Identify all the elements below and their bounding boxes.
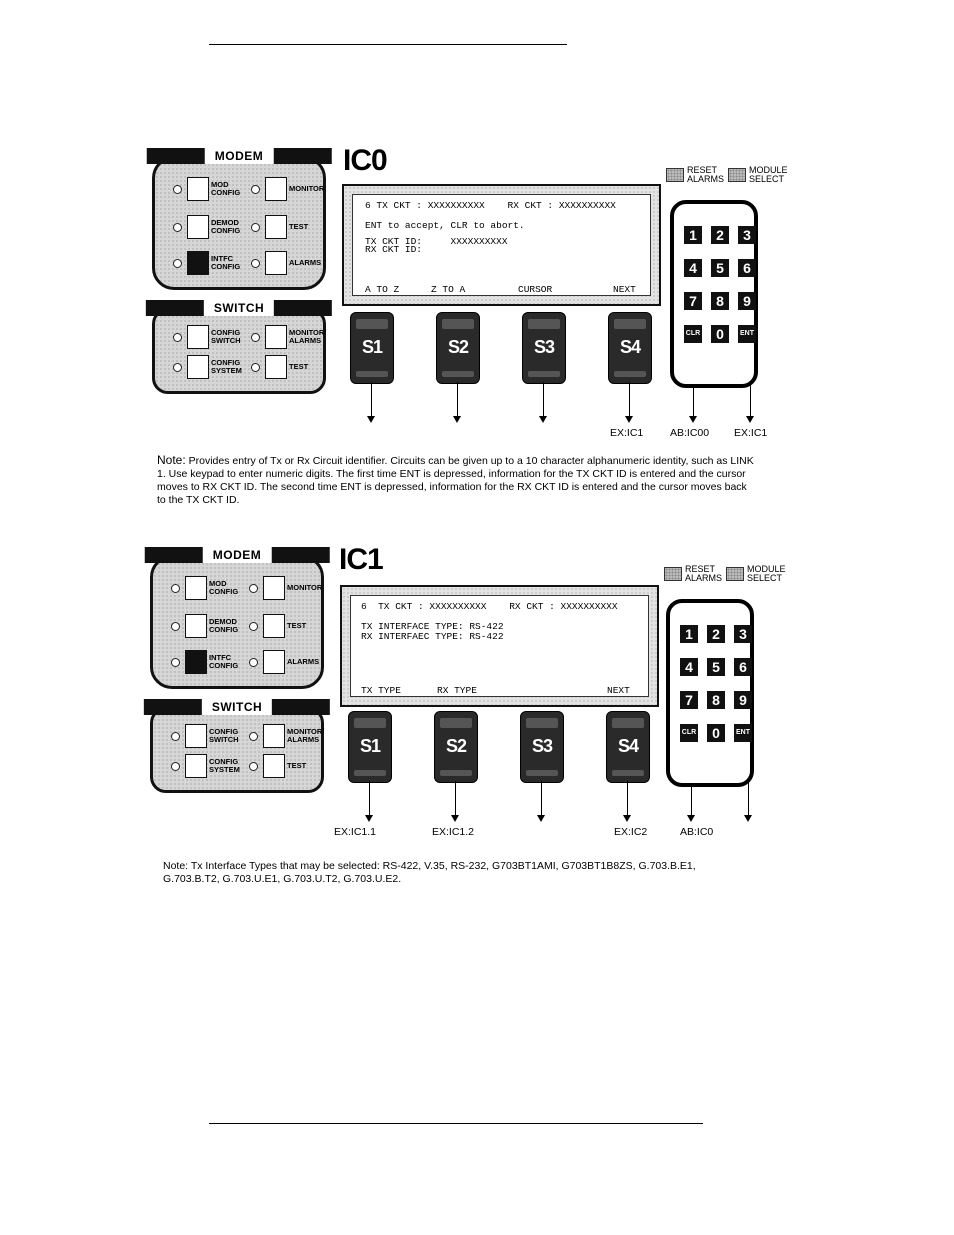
monitor-alarms-key[interactable]: [265, 325, 287, 349]
keypad-key-1[interactable]: 1: [684, 226, 702, 244]
config-system-label: CONFIG SYSTEM: [211, 358, 242, 375]
arrow-label-2: EX:IC1.2: [432, 826, 475, 838]
note-ic0: [157, 454, 757, 507]
lcd-softkey-1: A TO Z: [365, 284, 400, 295]
s1-label: S1: [359, 736, 381, 756]
keypad-key-5[interactable]: 5: [711, 259, 729, 277]
config-system-key[interactable]: [187, 355, 209, 379]
keypad-key-ent[interactable]: ENT: [738, 325, 756, 343]
s1-label: S1: [361, 337, 383, 357]
led: [249, 584, 258, 593]
lcd-softkey-4: NEXT: [613, 284, 636, 295]
keypad-key-1[interactable]: 1: [680, 625, 698, 643]
lcd-screen: [352, 194, 651, 296]
keypad-key-6[interactable]: 6: [734, 658, 752, 676]
lcd-softkey-2: Z TO A: [431, 284, 466, 295]
lcd-line-3: RX INTERFAEC TYPE: RS-422: [361, 631, 504, 642]
note-label: Note:: [157, 453, 186, 467]
test-label: TEST: [287, 621, 307, 630]
reset-alarms-indicator: [664, 565, 721, 583]
module-select-icon: [728, 168, 746, 182]
led: [173, 363, 182, 372]
led: [251, 223, 260, 232]
arrow-head: [746, 416, 754, 423]
switch-group-title: SWITCH: [146, 300, 332, 316]
arrow-line: [369, 781, 370, 819]
led: [251, 185, 260, 194]
s4-label: S4: [619, 337, 641, 357]
keypad-key-2[interactable]: 2: [707, 625, 725, 643]
module-select-indicator: [726, 565, 787, 583]
config-switch-label: CONFIG SWITCH: [211, 328, 241, 345]
test-key[interactable]: [265, 215, 287, 239]
led: [173, 333, 182, 342]
s2-button[interactable]: [434, 711, 478, 783]
panel-title: IC1: [339, 543, 383, 576]
led: [171, 658, 180, 667]
keypad-key-ent[interactable]: ENT: [734, 724, 752, 742]
reset-alarms-icon: [666, 168, 684, 182]
keypad-key-3[interactable]: 3: [734, 625, 752, 643]
monitor-alarms-label: MONITOR/ ALARMS: [287, 727, 325, 744]
monitor-label: MONITOR: [289, 184, 325, 193]
keypad-key-8[interactable]: 8: [711, 292, 729, 310]
arrow-head: [537, 815, 545, 822]
arrow-label-4: EX:IC1: [610, 427, 644, 439]
arrow-head: [451, 815, 459, 822]
reset-alarms-label: RESET ALARMS: [687, 165, 725, 184]
panel-ic1: [148, 543, 908, 847]
lcd-line-4: RX CKT ID:: [365, 244, 423, 255]
keypad-key-2[interactable]: 2: [711, 226, 729, 244]
intfc-config-key[interactable]: [187, 251, 209, 275]
modem-group: [150, 548, 324, 689]
monitor-key[interactable]: [263, 576, 285, 600]
top-rule: [209, 44, 567, 45]
keypad-key-6[interactable]: 6: [738, 259, 756, 277]
led: [251, 363, 260, 372]
lcd-line-3: TX CKT ID: XXXXXXXXXX: [365, 236, 508, 247]
led: [249, 762, 258, 771]
arrow-head: [539, 416, 547, 423]
note-label: Note:: [163, 860, 189, 872]
note-ic1: [163, 860, 723, 886]
led: [173, 223, 182, 232]
led: [249, 622, 258, 631]
lcd-line-1: 6 TX CKT : XXXXXXXXXX RX CKT : XXXXXXXXXX: [361, 601, 618, 612]
s1-button[interactable]: [350, 312, 394, 384]
arrow-head: [365, 815, 373, 822]
module-select-icon: [726, 567, 744, 581]
mod-config-label: MOD CONFIG: [211, 180, 241, 197]
switch-test-label: TEST: [289, 362, 309, 371]
led: [173, 259, 182, 268]
mod-config-key[interactable]: [185, 576, 207, 600]
keypad-key-7[interactable]: 7: [680, 691, 698, 709]
bottom-rule: [209, 1123, 703, 1124]
switch-group: [150, 700, 325, 793]
lcd-screen: [350, 595, 649, 697]
keypad-key-0[interactable]: 0: [707, 724, 725, 742]
arrow-head: [453, 416, 461, 423]
led: [171, 622, 180, 631]
demod-config-label: DEMOD CONFIG: [211, 218, 241, 235]
arrow-line: [629, 382, 630, 420]
led: [171, 762, 180, 771]
led: [251, 259, 260, 268]
keypad-key-4[interactable]: 4: [684, 259, 702, 277]
arrow-head: [625, 416, 633, 423]
alarms-key[interactable]: [263, 650, 285, 674]
demod-config-key[interactable]: [185, 614, 207, 638]
lcd-softkey-4: NEXT: [607, 685, 630, 696]
intfc-config-key[interactable]: [185, 650, 207, 674]
lcd-line-2: TX INTERFACE TYPE: RS-422: [361, 621, 504, 632]
arrow-line: [543, 382, 544, 420]
lcd-softkey-2: RX TYPE: [437, 685, 477, 696]
lcd-line-1: 6 TX CKT : XXXXXXXXXX RX CKT : XXXXXXXXXX: [365, 200, 616, 211]
s2-label: S2: [447, 337, 469, 357]
demod-config-label: DEMOD CONFIG: [209, 617, 239, 634]
config-switch-key[interactable]: [185, 724, 207, 748]
led: [171, 584, 180, 593]
reset-alarms-icon: [664, 567, 682, 581]
lcd-softkey-1: TX TYPE: [361, 685, 401, 696]
monitor-alarms-label: MONITOR/ ALARMS: [289, 328, 327, 345]
test-label: TEST: [289, 222, 309, 231]
monitor-key[interactable]: [265, 177, 287, 201]
lcd-display: [340, 585, 659, 707]
switch-group: [152, 301, 327, 394]
s4-button[interactable]: [608, 312, 652, 384]
arrow-line: [455, 781, 456, 819]
switch-test-key[interactable]: [265, 355, 287, 379]
s2-button[interactable]: [436, 312, 480, 384]
lcd-softkey-3: CURSOR: [518, 284, 553, 295]
keypad-key-0[interactable]: 0: [711, 325, 729, 343]
s3-button[interactable]: [522, 312, 566, 384]
keypad-key-9[interactable]: 9: [734, 691, 752, 709]
config-switch-label: CONFIG SWITCH: [209, 727, 239, 744]
s3-button[interactable]: [520, 711, 564, 783]
module-select-indicator: [728, 166, 789, 184]
alarms-label: ALARMS: [287, 657, 320, 666]
switch-test-label: TEST: [287, 761, 307, 770]
panel-title: IC0: [343, 144, 387, 177]
arrow-line: [627, 781, 628, 819]
led: [249, 658, 258, 667]
monitor-label: MONITOR: [287, 583, 323, 592]
arrow-head: [687, 815, 695, 822]
modem-group-title: MODEM: [147, 148, 332, 164]
reset-alarms-label: RESET ALARMS: [685, 564, 723, 583]
keypad-key-5[interactable]: 5: [707, 658, 725, 676]
arrow-head: [367, 416, 375, 423]
s2-label: S2: [445, 736, 467, 756]
mod-config-key[interactable]: [187, 177, 209, 201]
led: [251, 333, 260, 342]
lcd-display: [342, 184, 661, 306]
config-system-key[interactable]: [185, 754, 207, 778]
mod-config-label: MOD CONFIG: [209, 579, 239, 596]
keypad-key-4[interactable]: 4: [680, 658, 698, 676]
alarms-label: ALARMS: [289, 258, 322, 267]
arrow-label-6: EX:IC1: [734, 427, 768, 439]
note-text: Provides entry of Tx or Rx Circuit identifier. Circuits can be given up to a 10 character alphanumeric identity, such as LINK 1. Use keypad to enter numeric digits. The first time ENT is depressed, information for the TX CKT ID is entered and the cursor moves to RX CKT ID. The second time ENT is depressed, information for the RX CKT ID is entered and the cursor moves back to the TX CKT ID.: [157, 455, 754, 506]
s4-button[interactable]: [606, 711, 650, 783]
s3-label: S3: [533, 337, 555, 357]
keypad-key-9[interactable]: 9: [738, 292, 756, 310]
keypad-key-7[interactable]: 7: [684, 292, 702, 310]
arrow-label-5: AB:IC0: [680, 826, 714, 838]
panel-ic0: [150, 144, 910, 448]
keypad-key-3[interactable]: 3: [738, 226, 756, 244]
s4-label: S4: [617, 736, 639, 756]
module-select-label: MODULE SELECT: [747, 564, 786, 583]
led: [249, 732, 258, 741]
arrow-line: [457, 382, 458, 420]
led: [173, 185, 182, 194]
arrow-head: [689, 416, 697, 423]
arrow-head: [623, 815, 631, 822]
lcd-line-2: ENT to accept, CLR to abort.: [365, 220, 525, 231]
arrow-line: [541, 781, 542, 819]
arrow-line: [371, 382, 372, 420]
keypad-key-8[interactable]: 8: [707, 691, 725, 709]
s1-button[interactable]: [348, 711, 392, 783]
keypad: [666, 599, 754, 787]
reset-alarms-indicator: [666, 166, 723, 184]
modem-group-title: MODEM: [145, 547, 330, 563]
arrow-head: [744, 815, 752, 822]
switch-group-title: SWITCH: [144, 699, 330, 715]
config-system-label: CONFIG SYSTEM: [209, 757, 240, 774]
s3-label: S3: [531, 736, 553, 756]
intfc-config-label: INTFC CONFIG: [211, 254, 241, 271]
keypad: [670, 200, 758, 388]
keypad-key-clr[interactable]: CLR: [684, 325, 702, 343]
switch-test-key[interactable]: [263, 754, 285, 778]
monitor-alarms-key[interactable]: [263, 724, 285, 748]
led: [171, 732, 180, 741]
config-switch-key[interactable]: [187, 325, 209, 349]
alarms-key[interactable]: [265, 251, 287, 275]
arrow-label-5: AB:IC00: [670, 427, 710, 439]
note-text: Tx Interface Types that may be selected: RS-422, V.35, RS-232, G703BT1AMI, G703BT1B8ZS, G.703.B.E1, G.703.B.T2, G.703.U.E1, G.703.U.T2, G.703.U.E2.: [163, 860, 696, 885]
intfc-config-label: INTFC CONFIG: [209, 653, 239, 670]
keypad-key-clr[interactable]: CLR: [680, 724, 698, 742]
module-select-label: MODULE SELECT: [749, 165, 788, 184]
modem-group: [152, 149, 326, 290]
arrow-label-4: EX:IC2: [614, 826, 648, 838]
test-key[interactable]: [263, 614, 285, 638]
demod-config-key[interactable]: [187, 215, 209, 239]
arrow-label-1: EX:IC1.1: [334, 826, 377, 838]
